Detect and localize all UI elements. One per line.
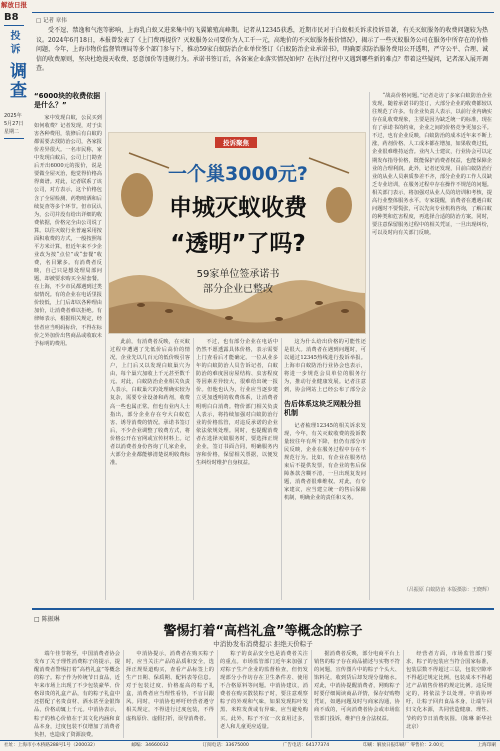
bottom-column-4: [314, 650, 400, 738]
banner-subheadline-1: 59家单位签承诺书: [196, 269, 280, 280]
section-label-big: 调查: [6, 62, 26, 100]
bottom-divider-4: [403, 650, 404, 738]
bottom-column-1: [34, 650, 120, 738]
footer-subscribe-phone: 订阅电话：33675000: [202, 743, 249, 748]
mid-column-1-text: 此前，有消费者反映，在灭蚁过程中遭遇了先低价后高价的情况。企业先以几百元的低价吸引客户，上门后又以发现白蚁巢穴为由，每个巢穴加收上千元甚至数千元。对此，白蚁防治企业相关负责人表示，白蚁巢穴的处理确实较为复杂，需要专业设备和药剂，收费高一些也属正常。但也有业内人士指出，部分企业存在夸大白蚁危害、诱导消费的情况。承诺书签订后，不少企业调整了收费方式，将价格公开在官网或宣传材料上。记者以消费者身份咨询了几家企业，大部分企业都能够清楚说明收费标准。: [110, 339, 190, 466]
left-column: [34, 92, 102, 600]
col-divider-4: [369, 92, 370, 600]
col-divider-2: [193, 338, 194, 600]
section-label-small: 投 诉: [8, 30, 19, 54]
bottom-column-4-text: 据消费者反映，部分电商平台上销售的粽子存在商品描述与实物不符的问题，宣传图片中的粽子个头大、馅料足，收到货后却发现分量缩水。对此，中消协提醒消费者，网购粽子时要仔细阅读商品详情，保存好购物凭证，如遇问题及时与商家沟通，协商不成的，可向消费者协会或市场监管部门投诉，维护自身合法权益。: [314, 651, 400, 722]
footer-postcode: 邮编：34660032: [131, 743, 169, 748]
mid-column-3-text-2: 记者梳理12345的相关诉求发现，今年，有关灭蚁收费的投诉数量较往年有所下降，但仍有部分市民反映，企业在服务过程中存在不规范行为。比如，有企业在服务结束后不提供发票，有企业的售后保障条款含糊不清，一旦出现复发问题，消费者很难维权。对此，有专家建议，应当建立统一的售后保障机制，明确企业的责任和义务。: [284, 422, 366, 502]
banner-headline-1: 一个巢3000元?: [168, 163, 308, 185]
bottom-column-5: [406, 650, 492, 738]
bottom-column-5-text: 经营者方面，市场监管部门要求，粽子的包装应当符合国家标准，包装层数不得超过三层，包装空隙率不得超过规定比例，包装成本不得超过产品销售价格的规定比例。违反规定的，将依法予以处理。中消协呼吁，让粽子回归食品本身，让端午回归文化本源，共同营造健康、理性、节约的节日消费氛围。（陈琳 新华社 北京）: [406, 651, 492, 730]
bottom-column-1-text: 端午佳节将至，中国消费者协会发布了关于理性消费粽子的提示，提醒消费者警惕打着“高档礼盒”等概念的粽子。粽子作为传统节日食品，近年来市场上出现了不少包装豪华、价格昂贵的礼盒产品，有的粽子礼盒中还搭配了名贵食材、酒水甚至金银饰品，价格动辄上千元。中消协表示，粽子的核心价值在于其文化内涵和食品本身，过度包装不仅增加了消费者负担，也造成了资源浪费。: [34, 651, 120, 738]
photo-credit: （吕振原 白蚁防治 本版摄影：王晓辉）: [403, 587, 492, 593]
footer-address: 社址：上海市小木桥路288号1号（200032）: [4, 743, 98, 748]
sidebar-rule: [4, 25, 24, 26]
newspaper-stamp: 解放日报: [1, 1, 27, 9]
footer: [0, 742, 500, 751]
bottom-column-2: [126, 650, 214, 738]
banner-subheadline-2: 部分企业已整改: [203, 284, 273, 295]
footer-right: 上海印刷: [477, 743, 496, 748]
bottom-divider-3: [311, 650, 312, 738]
bottom-divider-1: [123, 650, 124, 738]
reporter-tag: □ 记者 章伟: [36, 18, 67, 24]
page-number: B8: [4, 12, 19, 23]
bottom-column-3: [220, 650, 308, 738]
bottom-column-3-text: 粽子的食品安全也是消费者关注的重点。市场监管部门近年来加强了对粽子生产企业的监督检查，但仍发现部分小作坊存在卫生条件差、使用不合格原料等问题。中消协建议，消费者在购买散装粽子时，要注意观察粽子的外观和气味，如果发现粽叶发黑、米粒发黄或有异味，应当避免购买。此外，粽子不宜一次食用过多，老人和儿童更应适量。: [220, 651, 308, 730]
mid-column-3: [284, 338, 366, 600]
issue-date-day: 5月27日: [4, 121, 24, 127]
left-body-text: 家中发现白蚁，公民买到如何收费？记者发现，对于虫害各种费用，装修后有白蚁的都需要去找防治公司，各家报价差异很大。一名市民称，家中发现白蚁后，公司上门勘查后开出6000元的报价，说是要做全屋灭治，他觉得价格高得离谱。对此，记者联系了该公司，对方表示，这个价格包含了全屋检测、药物喷洒和后续复查等多个环节。但市民认为，公司并没有给出详细的收费依据，价格完全由公司说了算。以往灭蚁行业普遍采用按面积收费的方式，一般按照每平方米计算，但近年来不少企业改为按“点位”或“套餐”收费，名目繁多。有消费者反映，自己只是想处理局部问题，却被要求购买全屋套餐。在上海，不少市民都遇到过类似情况。有的企业在电话里报价较低，上门后却以各种理由加价，让消费者难以拒绝。有律师表示，根据相关规定，经营者应当明码标价，不得在标价之外加价出售商品或收取未予标明的费用。: [34, 114, 102, 347]
banner-headline-2: 申城灭蚁收费: [169, 195, 307, 221]
right-column: [372, 92, 492, 600]
sidebar-rule-2: [4, 138, 24, 139]
intro-paragraph: [36, 26, 488, 88]
right-column-text: “战高价格问题。”记者走访了多家白蚁防治企业发现，随着承诺书的签订，大部分企业的收费都较以往规范了许多。有企业负责人表示，以前行业内确实存在乱收费现象，主要是因为缺乏统一的标准，现在有了承诺书的约束，企业之间的价格竞争更加公平。不过，也有企业反映，白蚁防治的成本近年来不断上涨，药剂价格、人工成本都在增加，如果收费过低，企业很难维持运营。业内人士建议，行业协会可以定期发布指导价格，既能保护消费者权益，也能保障企业的合理利润。此外，记者还发现，目前白蚁防治行业的从业人员素质参差不齐，部分企业的工作人员缺乏专业培训，在服务过程中存在操作不规范的问题。相关部门表示，将加强对从业人员的培训和考核，提高行业整体服务水平。专家提醒，消费者在遭遇白蚁问题时不要慌张，可以先向专业机构咨询，了解白蚁的种类和危害程度，再选择合适的防治方案。同时，要注意保留服务过程中的相关凭证，一旦出现纠纷，可以及时向有关部门反映。: [372, 93, 492, 237]
mid-column-1: [110, 338, 190, 600]
top-rule: [32, 12, 494, 13]
footer-printer: 印刷：解放日报印刷厂 零售价：2.00元: [363, 743, 444, 748]
headline-banner: [108, 132, 366, 334]
mid-column-2: [196, 338, 278, 600]
banner-headline-3: “透明”了吗?: [170, 231, 306, 257]
mid-column-3-heading: 告后体系这块乏网般分担机制: [284, 400, 361, 418]
issue-date-weekday: 星期二: [4, 129, 20, 135]
col-divider-1: [105, 92, 106, 600]
bottom-subheadline: 中消协发布消费提示 拒绝天价粽子: [213, 640, 313, 648]
footer-ad-phone: 广告电话：64177374: [282, 743, 330, 748]
mid-column-3-text: 这为什么给出价格的可能性还是很大。消费者在遇到问题时，可以通过12345热线进行投诉举报。上海市白蚁防治行业协会也表示，将进一步规范会员单位的服务行为，推动行业健康发展。记者注意到，协会网站上已经公布了部分会: [284, 339, 366, 394]
footer-rule: [0, 740, 500, 741]
issue-date-year: 2025年: [4, 113, 22, 119]
intro-text: 受不逗、禁逸和气泡等影响，上海乳白蚁又进来集中的飞翼繁殖高峰期。记者从12345获悉，近期市民对于白蚁相关诉求投诉显著，有关灭蚁服务的收费问题较为热议。2024年6月18日，本报曾发表了《上门费再提价？灭蚁服务公司要价为人工千一元，高地价的不灭蚁服务报价情况》，揭示了一些灭蚁服务公司在服务中所存在的价格问题，今年，上海市物价监督管理局等多个部门参与下，推动59家白蚁防治企业单位签订《白蚁防治企业承诺书》，明确要求防治服务费用公开透明，严守公平、合理、诚信的收费原则，坚决杜绝漫天收费、恶意加价等违规行为。承诺书签订后，各备案企业落实情况如何？在执行过程中又遇到哪些新的难点？带着这些疑问，记者深入展开调查。: [36, 27, 488, 73]
bottom-divider-2: [217, 650, 218, 738]
left-heading: “6000块的收费依据是什么？”: [34, 92, 101, 110]
banner-kicker: 投诉聚焦: [215, 137, 257, 148]
bottom-column-2-text: 中消协提示，消费者在购买粽子时，应当关注产品的品质和安全，选择正规渠道购买，查看产品标签上的生产日期、保质期、配料表等信息。对于包装过度、价格虚高的粽子礼盒，消费者应当理性看待，不盲目跟风。同时，中消协也呼吁经营者遵守相关规定，不得进行过度包装，不得虚构原价、虚假打折，误导消费者。: [126, 651, 214, 722]
col-divider-3: [281, 338, 282, 600]
bottom-rule: [32, 608, 494, 610]
page-sidebar: [0, 12, 28, 237]
mid-column-2-text: 不过，也有部分企业在电话中仍然不愿透露具体价格，表示需要上门查看后才能确定。一位从业多年的白蚁防治人员告诉记者，白蚁防治的难度因房屋结构、虫害程度等因素差异较大，很难给出统一报价。但他也认为，行业应当逐步建立更加透明的收费体系，让消费者明明白白消费。物价部门相关负责人表示，将持续加强对白蚁防治行业的价格监管，对违反承诺的企业依法依规处理。同时，也提醒消费者在选择灭蚁服务时，要选择正规企业，签订书面合同，明确服务内容和价格，保留相关票据，以便发生纠纷时维护自身权益。: [196, 339, 278, 466]
bottom-reporter: □ 陈振琳: [34, 616, 60, 623]
left-body: [34, 114, 102, 604]
bottom-headline: 警惕打着“高档礼盒”等概念的粽子: [163, 624, 363, 639]
